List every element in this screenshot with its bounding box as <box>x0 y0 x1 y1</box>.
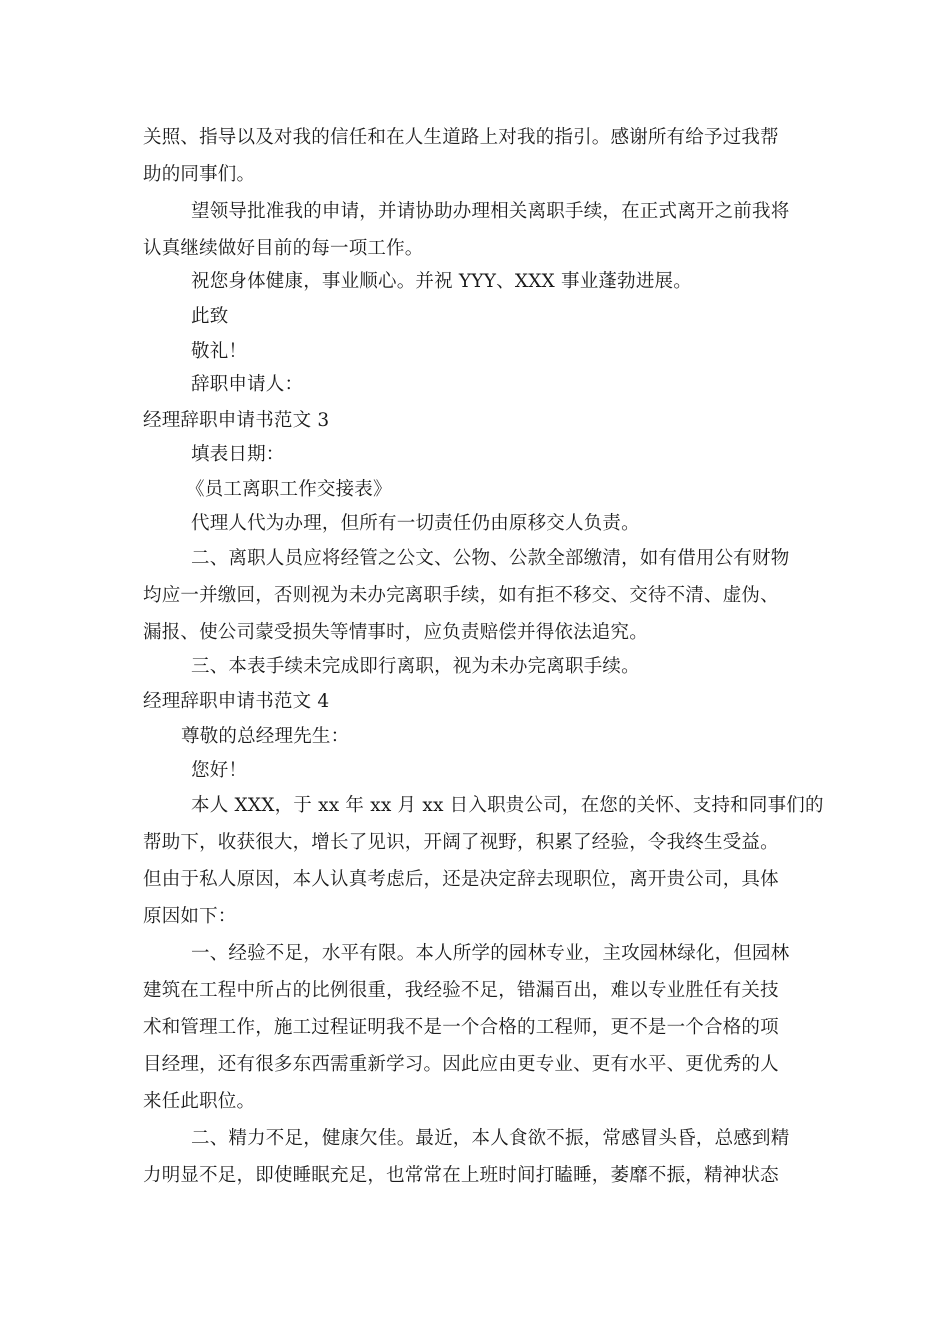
text-line: 目经理，还有很多东西需重新学习。因此应由更专业、更有水平、更优秀的人 <box>143 1054 779 1075</box>
letter-greeting: 尊敬的总经理先生： <box>181 726 350 747</box>
text-line: 原因如下： <box>143 906 237 927</box>
text-line: 三、本表手续未完成即行离职，视为未办完离职手续。 <box>191 656 640 677</box>
text-line: 《员工离职工作交接表》 <box>186 479 392 500</box>
text-line: 二、精力不足，健康欠佳。最近，本人食欲不振，常感冒头昏，总感到精 <box>191 1128 790 1149</box>
text-line: 填表日期： <box>191 444 285 465</box>
text-line: 但由于私人原因，本人认真考虑后，还是决定辞去现职位，离开贵公司，具体 <box>143 869 779 890</box>
signature-label: 辞职申请人： <box>191 374 304 395</box>
section-heading: 经理辞职申请书范文 3 <box>143 410 330 431</box>
text-line: 祝您身体健康，事业顺心。并祝 YYY、XXX 事业蓬勃进展。 <box>191 271 692 292</box>
text-line: 助的同事们。 <box>143 164 256 185</box>
closing-salutation: 此致 <box>191 306 229 327</box>
text-line: 望领导批准我的申请，并请协助办理相关离职手续，在正式离开之前我将 <box>191 201 790 222</box>
text-line: 力明显不足，即使睡眠充足，也常常在上班时间打瞌睡，萎靡不振，精神状态 <box>143 1165 779 1186</box>
text-line: 来任此职位。 <box>143 1091 256 1112</box>
text-line: 您好！ <box>191 760 248 781</box>
text-line: 帮助下，收获很大，增长了见识，开阔了视野，积累了经验，令我终生受益。 <box>143 832 779 853</box>
text-line: 术和管理工作，施工过程证明我不是一个合格的工程师，更不是一个合格的项 <box>143 1017 779 1038</box>
text-line: 二、离职人员应将经管之公文、公物、公款全部缴清，如有借用公有财物 <box>191 548 790 569</box>
section-heading: 经理辞职申请书范文 4 <box>143 691 330 712</box>
text-line: 本人 XXX，于 xx 年 xx 月 xx 日入职贵公司，在您的关怀、支持和同事们的 <box>191 795 824 816</box>
text-line: 均应一并缴回，否则视为未办完离职手续，如有拒不移交、交待不清、虚伪、 <box>143 585 779 606</box>
text-line: 漏报、使公司蒙受损失等情事时，应负责赔偿并得依法追究。 <box>143 622 648 643</box>
closing-regards: 敬礼！ <box>191 341 248 362</box>
text-line: 建筑在工程中所占的比例很重，我经验不足，错漏百出，难以专业胜任有关技 <box>143 980 779 1001</box>
text-line: 代理人代为办理，但所有一切责任仍由原移交人负责。 <box>191 513 640 534</box>
text-line: 关照、指导以及对我的信任和在人生道路上对我的指引。感谢所有给予过我帮 <box>143 127 779 148</box>
text-line: 一、经验不足，水平有限。本人所学的园林专业，主攻园林绿化，但园林 <box>191 943 790 964</box>
text-line: 认真继续做好目前的每一项工作。 <box>143 238 424 259</box>
